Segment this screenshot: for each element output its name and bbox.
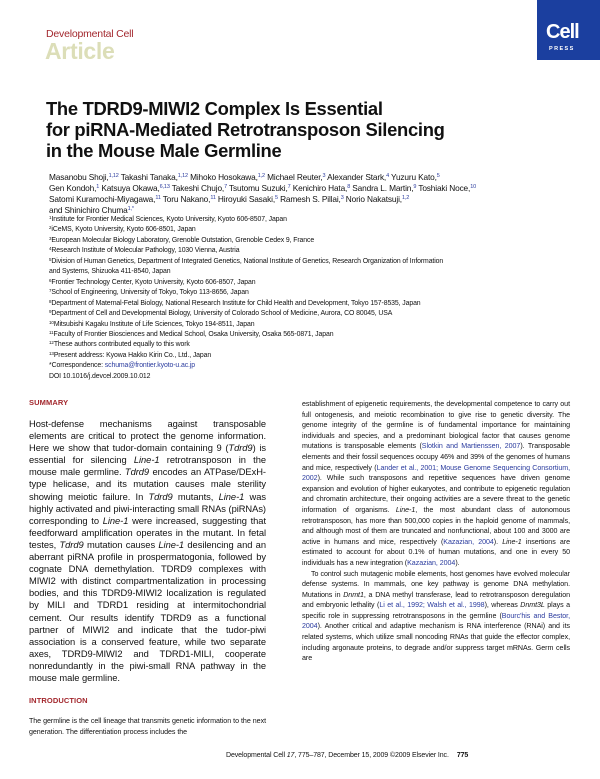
author-name: Hiroyuki Sasaki,	[217, 194, 275, 204]
author-affiliation-mark: 1,2	[257, 173, 265, 179]
italic-term: Line-1	[158, 539, 185, 550]
introduction-heading: INTRODUCTION	[29, 696, 88, 706]
affiliation-text: Institute for Frontier Medical Sciences, Kyoto University, Kyoto 606-8507, Japan	[51, 216, 287, 223]
affiliation-text: These authors contributed equally to this work	[53, 341, 190, 349]
author-name: Sandra L. Martin,	[352, 183, 414, 193]
affiliation-number: 11	[49, 329, 54, 335]
introduction-text-left: The germline is the cell lineage that transmits genetic information to the next generation. The differentiation process includes the	[29, 717, 266, 736]
affiliation-number: 4	[49, 246, 52, 252]
intro-paragraph-2: To control such mutagenic mobile elements, host genomes have evolved molecular defense systems. In mammals, one key pathway is genome DNA methylation. Mutations in Dnmt1, a DNA methyl transferase, lead to retrotransposon deregulation and embryonic lethality (Li et al., 1992; Walsh et al., 1998), whereas Dnmt3L plays a specific role in suppressing retrotransposons in the germline (Bourc'his and Bestor, 2004). Another critical and adaptive mechanism is RNA interference (RNAi) and its related systems, which utilize small noncoding RNAs that guide the effector complex, including argonaute proteins, to degrade and/or suppress target mRNAs. Germ cells are	[302, 569, 570, 663]
affiliation-item	[49, 340, 589, 350]
article-type-label: Article	[45, 38, 115, 64]
affiliation-number: 3	[49, 235, 52, 241]
author-affiliation-mark: 5	[436, 173, 440, 179]
italic-term: Line-1	[395, 505, 416, 514]
author-affiliation-mark: 5	[274, 195, 278, 201]
italic-term: Line-1	[133, 455, 160, 466]
affiliation-item	[49, 225, 589, 235]
affiliation-text: European Molecular Biology Laboratory, Grenoble Outstation, Grenoble Cedex 9, France	[51, 236, 315, 244]
citation-link[interactable]: Kazazian, 2004	[407, 558, 456, 567]
author-name: and Shinichiro Chuma	[49, 205, 128, 215]
author-name: Norio Nakatsuji,	[345, 194, 402, 204]
cell-press-logo	[537, 0, 600, 60]
author-name: Tsutomu Suzuki,	[229, 183, 288, 193]
affiliation-item	[49, 330, 589, 340]
affiliation-text: School of Engineering, University of Tokyo, Tokyo 113-8656, Japan	[51, 289, 249, 297]
affiliation-text: Frontier Technology Center, Kyoto University, Kyoto 606-8507, Japan	[51, 278, 256, 286]
author-name: Toru Nakano,	[162, 194, 211, 204]
footer-volume: 17	[286, 752, 295, 759]
article-title	[46, 98, 466, 161]
author-name: Alexander Stark,	[327, 172, 387, 182]
italic-term: Dnmt1	[343, 590, 364, 599]
author-name: Masanobu Shoji,	[49, 172, 109, 182]
affiliation-text: Research Institute of Molecular Pathology, 1030 Vienna, Austria	[51, 247, 240, 255]
author-affiliation-mark: 1	[96, 184, 100, 190]
affiliation-number: 2	[49, 225, 52, 231]
italic-term: Line-1	[218, 491, 245, 502]
title-line-3: in the Mouse Male Germline	[46, 140, 282, 161]
author-affiliation-mark: 7	[287, 184, 291, 190]
author-affiliation-mark: 7	[224, 184, 228, 190]
author-name: Satomi Kuramochi-Miyagawa,	[49, 194, 156, 204]
title-line-1: The TDRD9-MIWI2 Complex Is Essential	[46, 98, 383, 119]
author-name: Takeshi Chujo,	[171, 183, 225, 193]
correspondence-line	[49, 361, 589, 371]
italic-term: Line-1	[502, 537, 522, 546]
author-affiliation-mark: 1,2	[401, 195, 410, 201]
doi-line: DOI 10.1016/j.devcel.2009.10.012	[49, 372, 151, 380]
affiliation-number: 7	[49, 288, 52, 294]
author-name: Michael Reuter,	[267, 172, 323, 182]
author-name: Mihoko Hosokawa,	[190, 172, 258, 182]
affiliation-item	[49, 288, 589, 298]
affiliation-number: 8	[49, 298, 52, 304]
affiliation-text: Department of Maternal-Fetal Biology, National Research Institute for Child Health and Development, Tokyo 157-8535, Japan	[51, 299, 421, 307]
citation-link[interactable]: Lander et al., 2001; Mouse Genome Sequencing Consortium, 2002	[302, 463, 570, 483]
affiliation-text: Present address: Kyowa Hakko Kirin Co., Ltd., Japan	[53, 351, 212, 359]
author-affiliation-mark: 8	[347, 184, 351, 190]
affiliation-number: 10	[49, 319, 54, 325]
italic-term: Tdrd9	[59, 539, 84, 550]
affiliation-item	[49, 309, 589, 319]
affiliation-text: Department of Cell and Developmental Biology, University of Colorado School of Medicine, Aurora, CO 80045, USA	[51, 310, 393, 318]
left-column	[29, 398, 266, 737]
affiliation-number: 6	[49, 277, 52, 283]
affiliation-text: iCeMS, Kyoto University, Kyoto 606-8501, Japan	[51, 226, 196, 234]
affiliation-number: 5	[49, 256, 52, 262]
citation-link[interactable]: Kazazian, 2004	[443, 537, 494, 546]
summary-heading: SUMMARY	[29, 398, 69, 407]
correspondence-email-link[interactable]: schuma@frontier.kyoto-u.ac.jp	[104, 362, 196, 370]
citation-link[interactable]: Bourc'his and Bestor, 2004	[302, 611, 570, 631]
page-number: 775	[456, 752, 469, 759]
italic-term: Tdrd9	[124, 467, 150, 478]
affiliation-item	[49, 320, 589, 330]
author-name: Takashi Tanaka,	[120, 172, 178, 182]
affiliation-text: and Systems, Shizuoka 411-8540, Japan	[49, 268, 171, 276]
author-affiliation-mark: 4	[386, 173, 390, 179]
affiliation-text: Mitsubishi Kagaku Institute of Life Sciences, Tokyo 194-8511, Japan	[53, 320, 255, 328]
author-affiliation-mark: 9	[413, 184, 417, 190]
author-affiliation-mark: 1,*	[127, 206, 134, 212]
italic-term: Dnmt3L	[520, 601, 545, 610]
journal-name: Developmental Cell	[46, 28, 134, 40]
page-footer	[226, 752, 468, 759]
affiliation-number: 12	[49, 340, 54, 346]
author-affiliation-mark: 1,12	[177, 173, 188, 179]
affiliation-item	[49, 267, 589, 277]
author-name: Ramesh S. Pillai,	[280, 194, 341, 204]
author-affiliation-mark: 11	[210, 195, 216, 201]
affiliation-item	[49, 215, 589, 225]
author-affiliation-mark: 3	[340, 195, 344, 201]
author-affiliation-mark: 10	[470, 184, 477, 190]
summary-text: Host-defense mechanisms against transposable elements are critical to protect the genome information. Here we show that tudor-domain containing 9 (Tdrd9) is essential for silencing Line-1 retrotransposon in the mouse male germline. Tdrd9 encodes an ATPase/DExH-type helicase, and its mutation causes male sterility showing meiotic failure. In Tdrd9 mutants, Line-1 was highly activated and piwi-interacting small RNAs (piRNAs) corresponding to Line-1 were increased, suggesting that feedforward amplification operates in the mutant. In fetal testes, Tdrd9 mutation causes Line-1 desilencing and an aberrant piRNA profile in prospermatogonia, followed by cognate DNA demethylation. TDRD9 complexes with MIWI2 with distinct compartmentalization in processing bodies, and this TDRD9-MIWI2 localization is regulated by MILI and TDRD1 residing at intermitochondrial cement. Our results identify TDRD9 as a functional partner of MIWI2 and indicate that the tudor-piwi association is a conserved feature, while two separate axes, TDRD9-MIWI2 and TDRD1-MILI, cooperate nonredundantly in the piwi-small RNA pathway in the mouse male germline.	[29, 419, 267, 683]
author-affiliation-mark: 3	[322, 173, 326, 179]
author-name: Gen Kondoh,	[49, 183, 97, 193]
author-affiliation-mark: 1,12	[108, 173, 119, 179]
intro-paragraph-1: establishment of epigenetic requirements, the developmental competence to carry out full ontogenesis, and meiotic recombination to give rise to genetic diversity. The genome integrity of the germline is of fundamental importance for maintaining individuals and species, and a predominant biological factor that causes genome mutations is transposable elements (Slotkin and Martienssen, 2007). Transposable elements and their fossil sequences occupy 46% and 39% of the genomes of humans and mice, respectively (Lander et al., 2001; Mouse Genome Sequencing Consortium, 2002). While such transposons and repetitive sequences have driven genome expansion and evolution of higher eukaryotes, and contribute to epigenetic regulation and chromatin architecture, their ongoing activities are a severe threat to the genetic information of organisms. Line-1, the most abundant class of autonomous retrotransposon, has more than 500,000 copies in the haploid genome of mammals, and although most of them are truncated and nonfunctional, about 100 and 3000 are active in humans and mice, respectively (Kazazian, 2004). Line-1 insertions are estimated to account for about 0.1% of human mutations, and one in every 50 individuals has a new integration (Kazazian, 2004).	[302, 400, 570, 567]
affiliation-number: 9	[49, 309, 52, 315]
affiliation-item	[49, 236, 589, 246]
affiliation-item	[49, 299, 589, 309]
author-list	[49, 172, 589, 216]
author-name: Katsuya Okawa,	[101, 183, 160, 193]
logo-press-text: PRESS	[549, 46, 575, 52]
footer-citation-pre: Developmental Cell	[226, 752, 287, 759]
correspondence-label: *Correspondence:	[49, 362, 105, 370]
italic-term: Tdrd9	[228, 443, 253, 454]
citation-link[interactable]: Slotkin and Martienssen, 2007	[421, 442, 521, 451]
affiliation-list	[49, 215, 589, 382]
author-affiliation-mark: 6,13	[159, 184, 170, 190]
citation-link[interactable]: Li et al., 1992; Walsh et al., 1998	[379, 601, 485, 610]
affiliation-item	[49, 246, 589, 256]
affiliation-item	[49, 351, 589, 361]
footer-citation-post: , 775–787, December 15, 2009 ©2009 Elsevier Inc.	[294, 752, 449, 759]
affiliation-text: Division of Human Genetics, Department of Integrated Genetics, National Institute of Genetics, Research Organization of Information	[51, 257, 444, 265]
author-affiliation-mark: 11	[155, 195, 161, 201]
right-column	[302, 399, 570, 664]
affiliation-item	[49, 278, 589, 288]
italic-term: Line-1	[102, 515, 129, 526]
author-name: Kenichiro Hata,	[292, 183, 348, 193]
affiliation-number: 1	[49, 215, 52, 220]
title-line-2: for piRNA-Mediated Retrotransposon Silencing	[46, 119, 445, 140]
affiliation-item	[49, 257, 589, 267]
author-name: Toshiaki Noce,	[418, 183, 471, 193]
affiliation-text: Faculty of Frontier Biosciences and Medical School, Osaka University, Osaka 565-0871, Japan	[53, 330, 334, 338]
affiliation-number: 13	[49, 350, 54, 356]
logo-cell-text: Cell	[546, 21, 579, 43]
author-name: Yuzuru Kato,	[391, 172, 437, 182]
italic-term: Tdrd9	[148, 491, 173, 502]
